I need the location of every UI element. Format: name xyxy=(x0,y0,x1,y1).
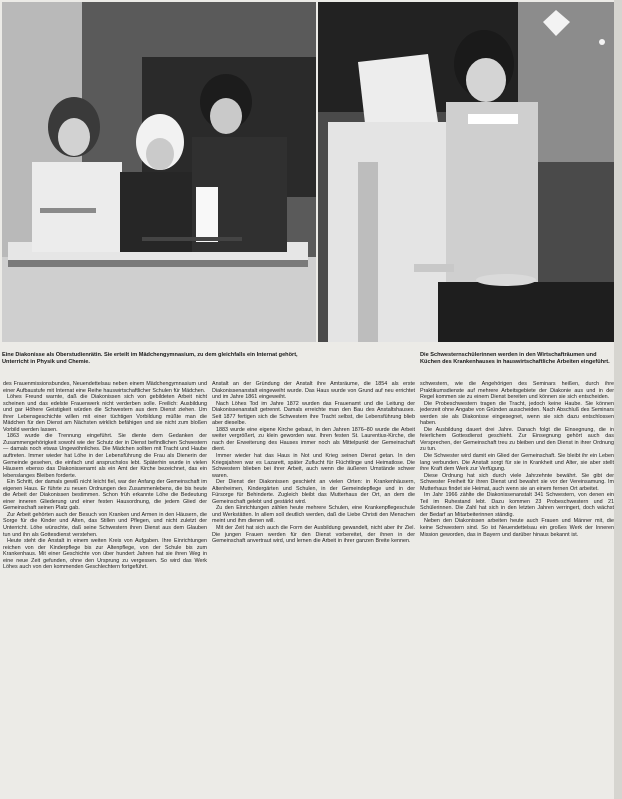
kitchen-photo-image xyxy=(318,2,614,342)
paragraph: Heute steht die Anstalt in einem weiten Kreis von Aufgaben. Ihre Einrichtungen reichen von der Kinderpflege bis zur Altenpflege, von der Schule bis zum Krankenhaus. Mit einer Geschichte von über hundert Jahren hat sie ihren Weg in eine neue Zeit gefunden, ohne den Ursprung zu vergessen. So wird das Werk Löhes auch von den kommenden Geschlechtern fortgeführt. xyxy=(3,538,207,571)
classroom-photo-image xyxy=(2,2,316,342)
photo-classroom xyxy=(2,2,316,342)
paragraph: Anstalt an der Gründung der Anstalt ihre Amtsräume, die 1854 als erste Diakonissenanstalt eingeweiht wurde. Das Haus wurde von Grund auf neu errichtet und im Jahre 1861 eingeweiht. xyxy=(212,381,415,401)
paragraph: Die Ausbildung dauert drei Jahre. Danach folgt die Einsegnung, die in feierlichem Gottesdienst geschieht. Zur Einsegnung gehört auch das Versprechen, der Gemeinschaft treu zu bleiben und den Dienst in ihrer Ordnung zu tun. xyxy=(420,426,614,453)
caption-kitchen: Die Schwesternschülerinnen werden in den Wirtschafträumen und Küchen des Krankenhauses in hauswirtschaftliche Arbeiten eingeführt. xyxy=(420,352,610,365)
paragraph: des Frauenmissionsbundes, Neuendettelsau neben einem Mädchengymnasium und einer Aufbaustufe mit Internat eine Reihe hauswirtschaftlicher Schulen für Mädchen. xyxy=(3,381,207,394)
paragraph: Neben den Diakonissen arbeiten heute auch Frauen und Männer mit, die keine Schwestern sind. So ist Neuendettelsau ein großes Werk der Inneren Mission geworden, das in Bayern und darüber hinaus bekannt ist. xyxy=(420,518,614,538)
article-column-2 xyxy=(212,381,415,797)
paragraph: Löhes Freund warnte, daß die Diakonissen sich von gebildeten Arbeit nicht scheinen und das edelste Frauenwerk nicht verderben solle. Freilich: Ausbildung und gar Höhere Geistigkeit würden die Schwestern aus dem Dienst ziehen. Um ihrer Lebensgeschichte willen mit einer tüchtigen Vorbildung müßte man die Mädchen für den Dienst am Nächsten wirklich befähigen und sie nicht zum bloßen Vorbild werden lassen. xyxy=(3,394,207,433)
paragraph: Nach Löhes Tod im Jahre 1872 wurden das Frauenamt und die Leitung der Diakonissenanstalt getrennt. Damals erreichte man den Bau des Anstaltshauses. Seit 1877 fertigen sich die Schwestern ihre Tracht selbst, die Lebensführung blieb aber dieselbe. xyxy=(212,400,415,427)
paragraph: schwestern, wie die Angehörigen des Seminars heißen, durch ihre Praktikumsdienste auf mehrere Arbeitsgebiete der Diakonie aus und in der Regel kommen sie zu einem Dienst bereiten und können sie sich entscheiden. xyxy=(420,381,614,401)
paragraph: Die Probeschwestern tragen die Tracht, jedoch keine Haube. Sie können jederzeit ohne Angabe von Gründen ausscheiden. Nach Abschluß des Seminars werden sie als Diakonisse eingesegnet, wenn sie sich dazu entschlossen haben. xyxy=(420,400,614,427)
paragraph: Zur Arbeit gehörten auch der Besuch von Kranken und Armen in den Häusern, die Sorge für die Kinder und Alten, das Stillen und Pflegen, und nicht zuletzt der Unterricht. Löhe wünschte, daß seine Schwestern ihren Dienst aus dem Glauben tun und ihn als Gottesdienst verstehen. xyxy=(3,511,207,538)
paragraph: Ein Schritt, der damals gewiß nicht leicht fiel, war der Anfang der Gemeinschaft im eigenen Haus. Er führte zu neuen Ordnungen des Zusammenlebens, die bis heute die Arbeit der Diakonissen bestimmen. Schon früh erkannte Löhe die Bedeutung einer inneren Gliederung und einer festen Hausordnung, die jedem Glied der Gemeinschaft seinen Platz gab. xyxy=(3,479,207,512)
paragraph: Die Schwester wird damit ein Glied der Gemeinschaft. Sie bleibt ihr ein Leben lang verbunden. Die Anstalt sorgt für sie in Krankheit und Alter, sie aber stellt ihre Kraft dem Werk zur Verfügung. xyxy=(420,453,614,473)
paragraph: Der Dienst der Diakonissen geschieht an vielen Orten: in Krankenhäusern, Altenheimen, Kindergärten und Schulen, in der Gemeindepflege und in der Fürsorge für Behinderte. Zugleich bleibt das Mutterhaus der Ort, an dem die Gemeinschaft gelebt und gestärkt wird. xyxy=(212,479,415,505)
page-edge-strip xyxy=(614,0,622,799)
paragraph: Mit der Zeit hat sich auch die Form der Ausbildung gewandelt, nicht aber ihr Ziel. Die jungen Frauen werden für den Dienst vorbereitet, der ihnen in der Gemeinschaft anvertraut wird, und lernen die Arbeit in ihrer ganzen Breite kennen. xyxy=(212,525,415,545)
paragraph: Im Jahr 1966 zählte die Diakonissenanstalt 341 Schwestern, von denen ein Teil im Ruhestand lebt. Dazu kommen 23 Probeschwestern und 21 Schülerinnen. Die Zahl hat sich in den letzten Jahren verringert, doch wächst der Bedarf an Mitarbeiterinnen ständig. xyxy=(420,492,614,518)
paragraph: Diese Ordnung hat sich durch viele Jahrzehnte bewährt. Sie gibt der Schwester Freiheit für ihren Dienst und bewahrt sie vor der Vereinsamung. Im Mutterhaus findet sie Heimat, auch wenn sie an einem fernen Ort arbeitet. xyxy=(420,472,614,492)
photo-kitchen xyxy=(318,2,614,342)
paragraph: Zu den Einrichtungen zählen heute mehrere Schulen, eine Krankenpflegeschule und Werkstätten. In allem soll deutlich werden, daß die Liebe Christi den Menschen meint und ihm dienen will. xyxy=(212,505,415,525)
paragraph: 1863 wurde die Trennung eingeführt. Sie diente dem Gedanken der Zusammengehörigkeit sowohl wie der Schutz der in Dienst befindlichen Schwestern — damals noch etwas Ungewöhnliches. Die Mädchen sollten mit Tracht und Haube auftreten. Immer wieder hat Löhe in der Lebensführung die Frau als Dienerin der Gemeinde gesehen, die einfach und anspruchslos lebt. Späterhin wurde in vielen Häusern ebenso das Diakonissenamt als ein Amt der Kirche bezeichnet, das ein lebenslanges Bleiben forderte. xyxy=(3,433,207,479)
article-column-3 xyxy=(420,381,614,797)
paragraph: 1883 wurde eine eigene Kirche gebaut, in den Jahren 1876–80 wurde die Arbeit weiter vergrößert, zu klein geworden war. Ihren festen St. Laurentius-Kirche, die nach der Erweiterung des Hauses immer noch als Mittelpunkt der Gemeinschaft dient. xyxy=(212,426,415,453)
article-column-1 xyxy=(3,381,207,797)
caption-classroom: Eine Diakonisse als Oberstudienrätin. Sie erteilt im Mädchengymnasium, zu dem gleichfalls ein Internat gehört, Unterricht in Physik und Chemie. xyxy=(2,352,298,365)
paragraph: Immer wieder hat das Haus in Not und Krieg seinen Dienst getan. In den Kriegsjahren war es Lazarett, später Zuflucht für Flüchtlinge und Heimatlose. Die Schwestern blieben bei ihrer Arbeit, auch wenn die äußeren Umstände schwer waren. xyxy=(212,453,415,479)
